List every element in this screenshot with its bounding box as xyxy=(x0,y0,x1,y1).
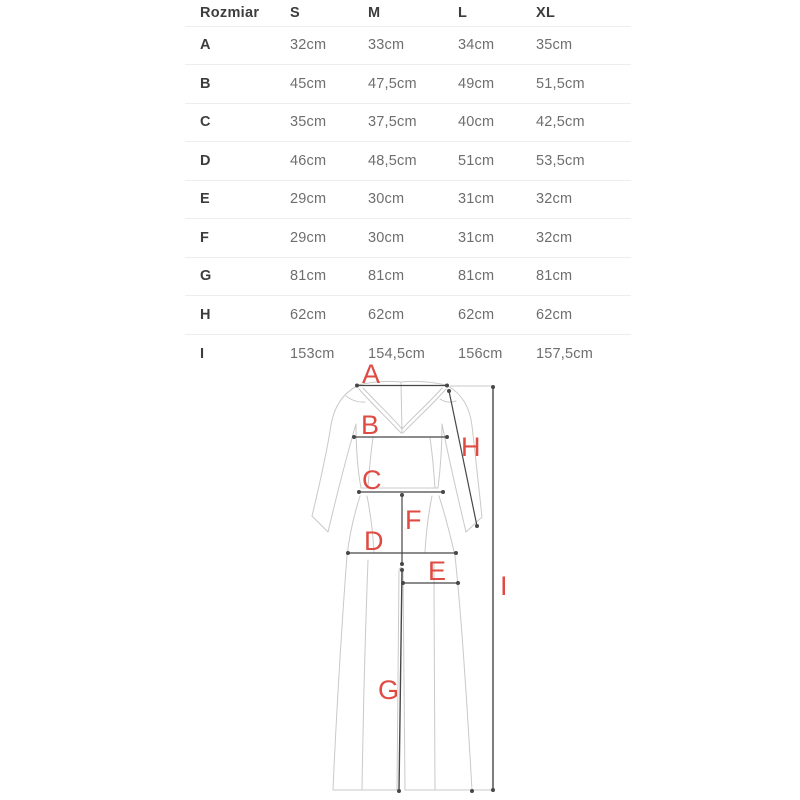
measurement-value: 30cm xyxy=(368,229,405,246)
measure-label-f: F xyxy=(405,505,422,535)
measurement-value: 154,5cm xyxy=(368,345,426,362)
measurement-value: 81cm xyxy=(290,268,327,285)
measure-endpoint-dot xyxy=(454,551,458,555)
measurement-value: 157,5cm xyxy=(536,345,594,362)
measurement-value: 153cm xyxy=(290,345,335,362)
measurement-value: 51,5cm xyxy=(536,75,585,92)
column-header-m: M xyxy=(368,4,381,21)
measurement-value: 156cm xyxy=(458,345,503,362)
column-header-xl: XL xyxy=(536,4,556,21)
measurement-value: 47,5cm xyxy=(368,75,417,92)
measurement-value: 62cm xyxy=(368,306,405,323)
measurement-value: 81cm xyxy=(536,268,573,285)
column-header-l: L xyxy=(458,4,468,21)
measure-label-b: B xyxy=(361,410,380,440)
measurement-value: 81cm xyxy=(458,268,495,285)
measure-endpoint-dot xyxy=(445,435,449,439)
row-label: D xyxy=(200,152,211,169)
measurement-value: 35cm xyxy=(290,114,327,131)
row-label: E xyxy=(200,191,210,208)
measurement-value: 46cm xyxy=(290,152,327,169)
measurement-value: 32cm xyxy=(290,37,327,54)
measure-endpoint-dot xyxy=(491,788,495,792)
measure-endpoint-dot xyxy=(352,435,356,439)
measure-label-d: D xyxy=(364,526,384,556)
measurement-value: 29cm xyxy=(290,229,327,246)
measurement-value: 35cm xyxy=(536,37,573,54)
measure-label-e: E xyxy=(428,556,447,586)
measure-endpoint-dot xyxy=(475,524,479,528)
measure-endpoint-dot xyxy=(355,384,359,388)
measurement-value: 29cm xyxy=(290,191,327,208)
row-label: C xyxy=(200,114,211,131)
row-label: F xyxy=(200,229,210,246)
measurement-value: 30cm xyxy=(368,191,405,208)
measure-endpoint-dot xyxy=(445,384,449,388)
jumpsuit-outline xyxy=(312,381,482,790)
measurement-value: 33cm xyxy=(368,37,405,54)
row-label: G xyxy=(200,268,212,285)
measurement-value: 42,5cm xyxy=(536,114,585,131)
measure-endpoint-dot xyxy=(491,385,495,389)
measure-label-i: I xyxy=(500,571,508,601)
measurement-value: 62cm xyxy=(290,306,327,323)
measure-endpoint-dot xyxy=(401,581,405,585)
hem-endpoint-dot xyxy=(470,789,474,793)
measure-label-g: G xyxy=(378,675,400,705)
row-label: B xyxy=(200,75,211,92)
measure-endpoint-dot xyxy=(441,490,445,494)
measurement-value: 45cm xyxy=(290,75,327,92)
measure-endpoint-dot xyxy=(456,581,460,585)
measurement-value: 37,5cm xyxy=(368,114,417,131)
measure-endpoint-dot xyxy=(400,562,404,566)
measure-endpoint-dot xyxy=(400,493,404,497)
measure-endpoint-dot xyxy=(346,551,350,555)
measure-endpoint-dot xyxy=(357,490,361,494)
measurement-value: 51cm xyxy=(458,152,495,169)
measurement-value: 31cm xyxy=(458,191,495,208)
measure-endpoint-dot xyxy=(400,568,404,572)
measure-label-a: A xyxy=(362,359,381,389)
measure-label-c: C xyxy=(362,465,382,495)
column-header-s: S xyxy=(290,4,300,21)
measurement-value: 34cm xyxy=(458,37,495,54)
row-label: I xyxy=(200,345,205,362)
measurement-value: 49cm xyxy=(458,75,495,92)
measurement-value: 53,5cm xyxy=(536,152,585,169)
size-column-header: Rozmiar xyxy=(200,4,260,21)
measurement-value: 48,5cm xyxy=(368,152,417,169)
measure-endpoint-dot xyxy=(397,789,401,793)
measurement-value: 62cm xyxy=(458,306,495,323)
measurement-value: 40cm xyxy=(458,114,495,131)
measurement-value: 31cm xyxy=(458,229,495,246)
row-label: H xyxy=(200,306,211,323)
measurement-value: 32cm xyxy=(536,229,573,246)
measure-endpoint-dot xyxy=(447,389,451,393)
measure-label-h: H xyxy=(461,432,481,462)
measurement-value: 81cm xyxy=(368,268,405,285)
measurement-value: 62cm xyxy=(536,306,573,323)
row-label: A xyxy=(200,37,211,54)
measure-line-g xyxy=(399,570,402,791)
measurement-value: 32cm xyxy=(536,191,573,208)
